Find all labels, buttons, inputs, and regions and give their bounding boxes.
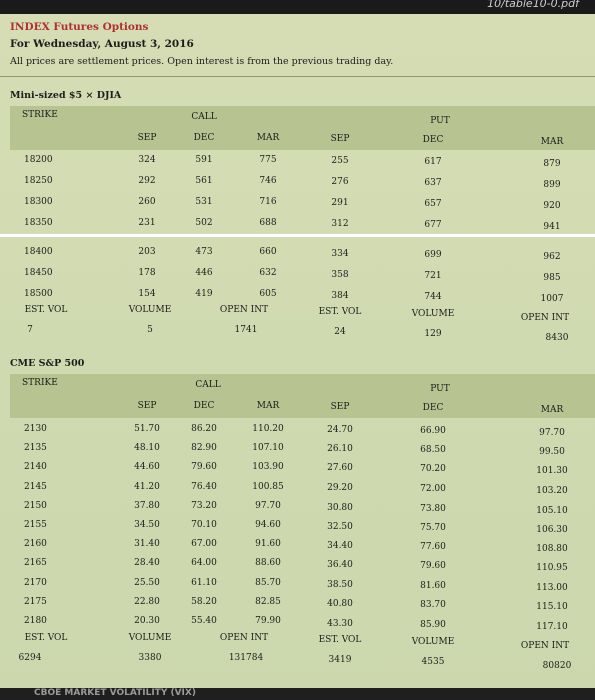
djia-section-title: Mini-sized $5 × DJIA [10,90,122,101]
sp-strike-cell: 2180 [24,616,47,626]
sp-value-cell: 100.85 [252,481,284,492]
djia-summary-label: EST. VOL [24,305,68,315]
djia-value-cell: 255 [331,156,349,166]
djia-value-cell: 744 [424,292,442,302]
djia-summary-value: 1741 [234,325,258,335]
djia-strike-cell: 18300 [24,197,53,207]
sp-value-cell: 110.95 [536,563,568,574]
djia-month-1: DEC [193,133,215,143]
djia-value-cell: 260 [138,197,156,207]
sp-month-3: SEP [330,402,350,412]
djia-value-cell: 292 [138,176,156,186]
djia-header-band [10,106,595,150]
sp-summary-label: EST. VOL [318,635,362,645]
sp-value-cell: 24.70 [327,425,353,435]
sp-value-cell: 115.10 [536,601,568,612]
sp-strike-cell: 2140 [24,462,47,473]
sp-value-cell: 34.40 [327,541,353,552]
sp-value-cell: 41.20 [134,481,160,492]
date-line: For Wednesday, August 3, 2016 [10,38,194,50]
sp-strike-cell: 2150 [24,500,47,511]
djia-value-cell: 605 [259,289,277,299]
sp-value-cell: 20.30 [134,616,160,626]
djia-value-cell: 231 [138,218,156,228]
djia-value-cell: 419 [195,289,213,299]
sp-value-cell: 108.80 [536,544,568,555]
settlement-note: All prices are settlement prices. Open interest is from the previous trading day. [10,56,394,67]
next-section-title: CBOE MARKET VOLATILITY (VIX) [34,688,196,698]
sp-value-cell: 107.10 [252,443,284,454]
sp-value-cell: 94.60 [255,520,281,530]
djia-summary-value: 24 [334,327,346,337]
sp-strike-cell: 2155 [24,520,47,530]
sp-value-cell: 48.10 [134,443,160,454]
sp-summary-label: OPEN INT [520,641,570,651]
djia-summary-label: VOLUME [128,305,172,315]
sp-value-cell: 113.00 [536,582,568,593]
top-fragment: 10/table10-0.pdf [487,0,579,10]
sp-strike-cell: 2135 [24,443,47,454]
sp-summary-value: 131784 [228,653,264,663]
bottom-strip [0,688,595,700]
djia-value-cell: 561 [195,176,213,186]
sp-value-cell: 58.20 [191,596,217,607]
sp-value-cell: 66.90 [420,426,446,436]
djia-value-cell: 591 [195,155,213,165]
sp-value-cell: 86.20 [191,424,217,434]
djia-value-cell: 879 [543,159,561,169]
sp-summary-label: OPEN INT [219,633,269,643]
sp-summary-value: 3380 [138,653,162,663]
sp-value-cell: 73.20 [191,500,217,511]
djia-value-cell: 324 [138,155,156,165]
sp-summary-value: 4535 [421,657,445,667]
sp-value-cell: 26.10 [327,444,353,455]
sp-value-cell: 70.10 [191,520,217,530]
djia-value-cell: 384 [331,291,349,301]
sp-value-cell: 82.90 [191,443,217,454]
djia-value-cell: 699 [424,250,442,260]
djia-value-cell: 962 [543,252,561,262]
djia-month-3: SEP [330,134,350,144]
sp-value-cell: 91.60 [255,539,281,550]
sp-summary-label: VOLUME [411,637,455,647]
djia-value-cell: 1007 [540,294,564,304]
sp-put-label: PUT [430,384,450,394]
djia-strike-cell: 18400 [24,247,53,257]
sp-value-cell: 70.20 [420,464,446,475]
djia-summary-value: 129 [424,329,442,339]
sp-value-cell: 55.40 [191,616,217,626]
djia-summary-label: OPEN INT [219,305,269,315]
djia-value-cell: 632 [259,268,277,278]
djia-value-cell: 716 [259,197,277,207]
sp-strike-cell: 2170 [24,577,47,588]
sp-value-cell: 88.60 [255,558,281,569]
djia-strike-cell: 18450 [24,268,53,278]
sp-value-cell: 72.00 [420,483,446,494]
djia-value-cell: 688 [259,218,277,228]
djia-strike-cell: 18200 [24,155,53,165]
sp-strike-cell: 2130 [24,424,47,434]
sp-value-cell: 77.60 [420,542,446,553]
sp-value-cell: 110.20 [252,424,284,434]
djia-value-cell: 920 [543,201,561,211]
djia-value-cell: 721 [424,271,442,281]
djia-value-cell: 446 [195,268,213,278]
djia-value-cell: 276 [331,177,349,187]
sp-month-5: MAR [540,405,564,415]
djia-value-cell: 291 [331,198,349,208]
djia-value-cell: 178 [138,268,156,278]
sp-summary-value: 6294 [18,653,42,663]
djia-value-cell: 312 [331,219,349,229]
djia-value-cell: 473 [195,247,213,257]
sp-value-cell: 99.50 [539,447,565,458]
djia-value-cell: 677 [424,220,442,230]
djia-summary-label: EST. VOL [318,307,362,317]
sp-value-cell: 44.60 [134,462,160,473]
sp-summary-label: EST. VOL [24,633,68,643]
sp-month-4: DEC [422,403,444,413]
sp-value-cell: 75.70 [420,523,446,533]
djia-month-0: SEP [137,133,157,143]
djia-month-5: MAR [540,137,564,147]
djia-value-cell: 746 [259,176,277,186]
djia-call-label: CALL [191,112,217,122]
divider [0,76,595,77]
djia-value-cell: 154 [138,289,156,299]
sp-value-cell: 103.90 [252,462,284,473]
sp-value-cell: 27.60 [327,463,353,474]
sp-value-cell: 97.70 [539,428,565,438]
djia-value-cell: 637 [424,178,442,188]
sp-value-cell: 76.40 [191,481,217,492]
sp-value-cell: 97.70 [255,500,281,511]
sp-section-title: CME S&P 500 [10,358,85,369]
sp-value-cell: 22.80 [134,596,160,607]
sp-value-cell: 79.60 [420,561,446,572]
djia-value-cell: 657 [424,199,442,209]
djia-value-cell: 899 [543,180,561,190]
sp-call-label: CALL [195,380,221,390]
djia-month-4: DEC [422,135,444,145]
sp-value-cell: 103.20 [536,485,568,496]
djia-value-cell: 203 [138,247,156,257]
djia-value-cell: 985 [543,273,561,283]
sp-value-cell: 101.30 [536,466,568,477]
sp-month-2: MAR [256,401,280,411]
djia-summary-value: 8430 [545,333,569,343]
djia-summary-value: 5 [147,325,153,335]
sp-value-cell: 30.80 [327,502,353,513]
sp-value-cell: 51.70 [134,424,160,434]
djia-month-2: MAR [256,133,280,143]
sp-value-cell: 36.40 [327,560,353,571]
sp-strike-cell: 2165 [24,558,47,569]
sp-strike-cell: 2175 [24,596,47,607]
sp-value-cell: 105.10 [536,505,568,516]
sp-value-cell: 85.90 [420,620,446,630]
sp-value-cell: 81.60 [420,580,446,591]
sp-summary-label: VOLUME [128,633,172,643]
sp-value-cell: 73.80 [420,503,446,514]
top-strip [0,0,595,14]
djia-value-cell: 775 [259,155,277,165]
sp-value-cell: 28.40 [134,558,160,569]
sp-strike-cell: 2145 [24,481,47,492]
sp-value-cell: 40.80 [327,598,353,609]
sp-value-cell: 43.30 [327,619,353,629]
djia-value-cell: 617 [424,157,442,167]
sp-value-cell: 106.30 [536,525,568,535]
sp-summary-value: 3419 [328,655,352,665]
sp-value-cell: 68.50 [420,445,446,456]
djia-value-cell: 941 [543,222,561,232]
djia-put-label: PUT [430,116,450,126]
sp-value-cell: 82.85 [255,596,281,607]
sp-value-cell: 29.20 [327,482,353,493]
sp-value-cell: 34.50 [134,520,160,530]
sp-month-1: DEC [193,401,215,411]
page-title: INDEX Futures Options [10,21,149,33]
djia-row-separator [0,234,595,237]
djia-value-cell: 334 [331,249,349,259]
djia-value-cell: 502 [195,218,213,228]
sp-value-cell: 31.40 [134,539,160,550]
djia-value-cell: 358 [331,270,349,280]
djia-summary-label: VOLUME [411,309,455,319]
sp-value-cell: 85.70 [255,577,281,588]
djia-strike-cell: 18250 [24,176,53,186]
djia-value-cell: 660 [259,247,277,257]
sp-value-cell: 64.00 [191,558,217,569]
djia-strike-cell: 18500 [24,289,53,299]
sp-value-cell: 38.50 [327,579,353,590]
sp-value-cell: 79.90 [255,616,281,626]
sp-value-cell: 83.70 [420,599,446,610]
djia-strike-label: STRIKE [22,110,58,120]
sp-value-cell: 117.10 [536,622,568,632]
sp-strike-label: STRIKE [22,378,58,388]
sp-value-cell: 61.10 [191,577,217,588]
djia-summary-label: OPEN INT [520,313,570,323]
sp-value-cell: 67.00 [191,539,217,550]
sp-value-cell: 25.50 [134,577,160,588]
sp-summary-value: 80820 [542,661,572,671]
sp-month-0: SEP [137,401,157,411]
sp-value-cell: 79.60 [191,462,217,473]
djia-summary-value: 7 [27,325,33,335]
sp-value-cell: 32.50 [327,522,353,532]
djia-strike-cell: 18350 [24,218,53,228]
sp-value-cell: 37.80 [134,500,160,511]
djia-value-cell: 531 [195,197,213,207]
sp-header-band [10,374,595,418]
sp-strike-cell: 2160 [24,539,47,550]
